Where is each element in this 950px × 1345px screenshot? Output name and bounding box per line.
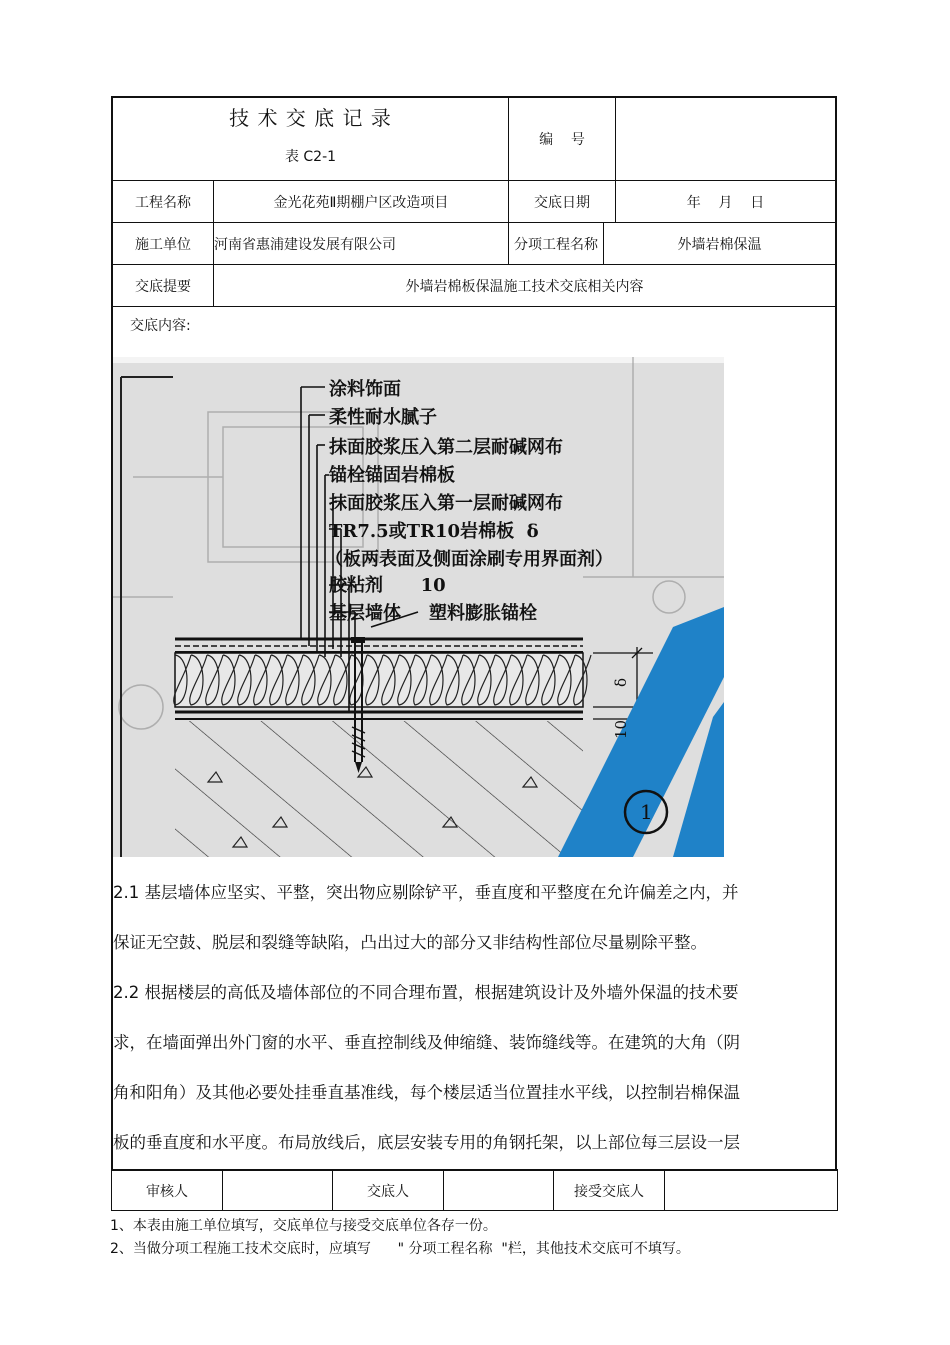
- form-code: 表 C2-1: [284, 149, 337, 165]
- note-1: 1、本表由施工单位填写，交底单位与接受交底单位各存一份。: [110, 1218, 497, 1234]
- receiver-field[interactable]: [665, 1171, 837, 1210]
- paragraph-line-2: 2.2 根据楼层的高低及墙体部位的不同合理布置，根据建筑设计及外墙外保温的技术要: [113, 983, 739, 1002]
- layer-label-2: 抹面胶浆压入第二层耐碱网布: [329, 437, 563, 458]
- page-title: 技 术 交 底 记 录: [229, 105, 392, 130]
- layer-label-1: 柔性耐水腻子: [329, 407, 437, 428]
- paragraph-line-5: 板的垂直度和水平度。布局放线后，底层安装专用的角钢托架，以上部位每三层设一层: [113, 1133, 740, 1152]
- layer-label-6: （板两表面及侧面涂刷专用界面剂）: [325, 549, 613, 570]
- layer-label-8: 基层墙体: [329, 603, 401, 624]
- contractor[interactable]: 河南省惠浦建设发展有限公司: [214, 236, 396, 253]
- anchor-label: 塑料膨胀锚栓: [429, 603, 537, 624]
- paragraph-line-4: 角和阳角）及其他必要处挂垂直基准线，每个楼层适当位置挂水平线，以控制岩棉保温: [113, 1083, 740, 1102]
- summary-label: 交底提要: [135, 278, 191, 295]
- dim-10: 10: [612, 719, 630, 739]
- date-label: 交底日期: [534, 194, 590, 211]
- subproject-label: 分项工程名称: [514, 236, 598, 253]
- reviewer-label: 审核人: [146, 1183, 188, 1200]
- discloser-label: 交底人: [367, 1183, 409, 1200]
- insulation-detail-drawing: [113, 357, 724, 857]
- receiver-label: 接受交底人: [574, 1183, 644, 1200]
- dim-delta: δ: [612, 677, 630, 687]
- subproject[interactable]: 外墙岩棉保温: [677, 236, 762, 253]
- detail-svg: [113, 357, 724, 857]
- project-name[interactable]: 金光花苑Ⅱ期棚户区改造项目: [273, 194, 449, 211]
- layer-label-5: TR7.5或TR10岩棉板 δ: [329, 521, 539, 542]
- date-value[interactable]: 年 月 日: [686, 194, 765, 211]
- number-value[interactable]: [616, 98, 835, 180]
- paragraph-line-0: 2.1 基层墙体应坚实、平整，突出物应剔除铲平，垂直度和平整度在允许偏差之内，并: [113, 883, 739, 902]
- layer-label-0: 涂料饰面: [329, 379, 401, 400]
- reviewer-field[interactable]: [223, 1171, 332, 1210]
- paragraph-line-1: 保证无空鼓、脱层和裂缝等缺陷，凸出过大的部分又非结构性部位尽量剔除平整。: [113, 933, 707, 952]
- summary[interactable]: 外墙岩棉板保温施工技术交底相关内容: [405, 278, 644, 295]
- layer-label-3: 锚栓锚固岩棉板: [329, 465, 455, 486]
- content-label: 交底内容:: [130, 318, 191, 334]
- project-name-label: 工程名称: [135, 194, 191, 211]
- detail-number: 1: [640, 800, 653, 824]
- discloser-field[interactable]: [444, 1171, 553, 1210]
- layer-label-4: 抹面胶浆压入第一层耐碱网布: [329, 493, 563, 514]
- paragraph-line-3: 求，在墙面弹出外门窗的水平、垂直控制线及伸缩缝、装饰缝线等。在建筑的大角（阴: [113, 1033, 740, 1052]
- note-2: 2、当做分项工程施工技术交底时，应填写 " 分项工程名称 "栏，其他技术交底可不填写。: [110, 1241, 690, 1257]
- contractor-label: 施工单位: [135, 236, 191, 253]
- number-label: 编 号: [539, 132, 585, 148]
- layer-label-7: 胶粘剂 10: [329, 575, 446, 596]
